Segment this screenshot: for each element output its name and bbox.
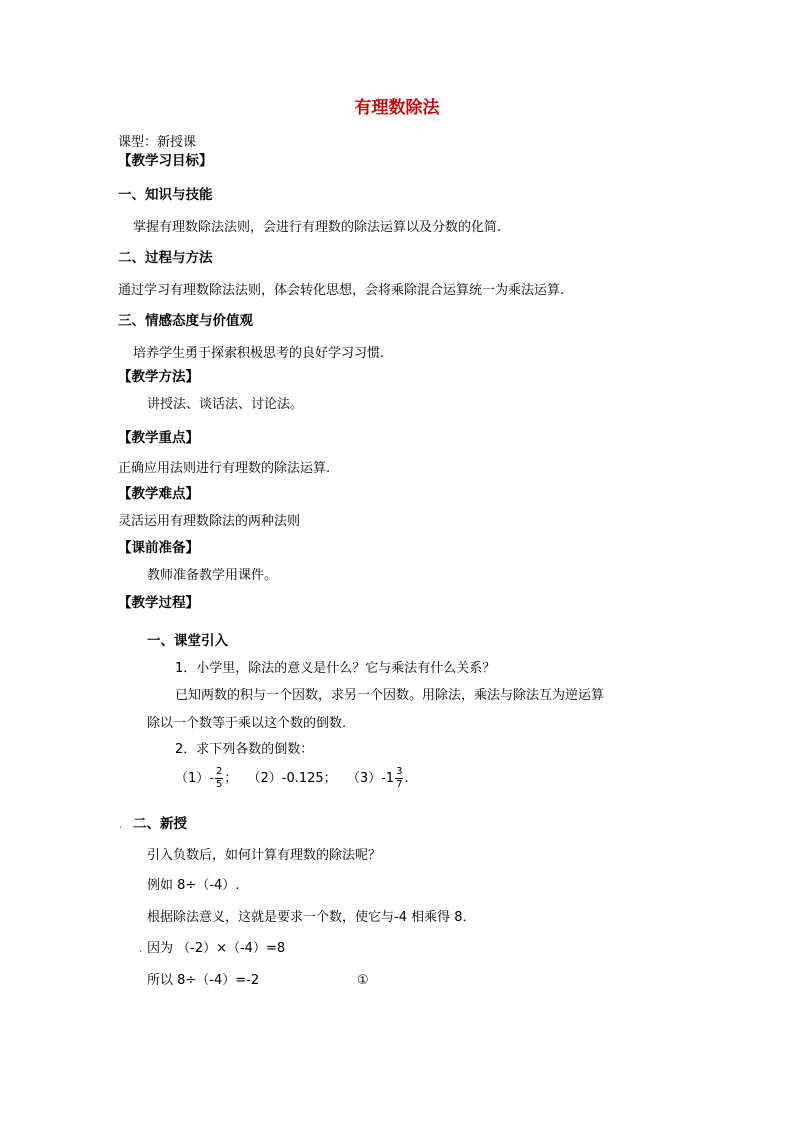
equation-label: ① (357, 973, 369, 988)
fraction-denominator: 7 (396, 779, 403, 790)
item-2: （2）-0.125； (247, 771, 337, 786)
document-title: 有理数除法 (354, 98, 440, 118)
item-3-end: . (404, 771, 409, 786)
emotion-header: 三、情感态度与价值观 (118, 313, 253, 329)
fraction-denominator: 5 (215, 779, 223, 790)
new-lesson-line-3: 根据除法意义，这就是要求一个数，使它与-4 相乘得 8． (147, 910, 476, 925)
emotion-text: 培养学生勇于探索积极思考的良好学习习惯. (133, 346, 385, 361)
keypoint-header: 【教学重点】 (118, 430, 199, 446)
keypoint-text: 正确应用法则进行有理数的除法运算. (118, 461, 331, 476)
difficulty-text: 灵活运用有理数除法的两种法则 (118, 514, 301, 529)
item-1-separator: ； (224, 771, 238, 786)
item-3-label: （3）-1 (346, 771, 395, 786)
knowledge-header: 一、知识与技能 (118, 187, 213, 203)
difficulty-header: 【教学难点】 (118, 486, 199, 502)
margin-dot: . (139, 944, 143, 955)
fraction-three-sevenths (395, 767, 403, 790)
intro-answer-line-1: 已知两数的积与一个因数，求另一个因数。用除法，乘法与除法互为逆运算 (175, 688, 605, 703)
fraction-two-fifths (215, 767, 223, 790)
prep-header: 【课前准备】 (118, 540, 199, 556)
new-lesson-header: 二、新授 (133, 816, 187, 832)
new-lesson-line-2: 例如 8÷（-4）. (147, 878, 240, 893)
procedure-header: 【教学过程】 (118, 595, 199, 611)
course-type: 课型：新授课 (118, 135, 197, 150)
item-1-label: （1）- (175, 771, 214, 786)
fraction-numerator: 2 (215, 766, 223, 777)
objectives-header: 【教学习目标】 (118, 153, 213, 169)
new-lesson-line-4: 因为 （-2）×（-4）=8 (147, 941, 286, 956)
process-header: 二、过程与方法 (118, 250, 213, 266)
fraction-numerator: 3 (396, 766, 403, 777)
intro-answer-line-2: 除以一个数等于乘以这个数的倒数. (147, 716, 347, 731)
margin-dot: . (119, 820, 123, 831)
intro-header: 一、课堂引入 (147, 633, 228, 649)
reciprocal-items (175, 766, 409, 792)
prep-text: 教师准备教学用课件。 (147, 568, 278, 583)
knowledge-text: 掌握有理数除法法则，会进行有理数的除法运算以及分数的化简. (133, 220, 502, 235)
intro-question-1: 1．小学里，除法的意义是什么？它与乘法有什么关系？ (175, 661, 496, 676)
new-lesson-line-1: 引入负数后，如何计算有理数的除法呢？ (147, 848, 382, 863)
intro-question-2: 2．求下列各数的倒数： (175, 742, 314, 757)
new-lesson-line-5: 所以 8÷（-4）=-2 (147, 973, 260, 988)
method-header: 【教学方法】 (118, 369, 199, 385)
process-text: 通过学习有理数除法法则，体会转化思想，会将乘除混合运算统一为乘法运算. (118, 283, 565, 298)
method-text: 讲授法、谈话法、讨论法。 (147, 397, 304, 412)
